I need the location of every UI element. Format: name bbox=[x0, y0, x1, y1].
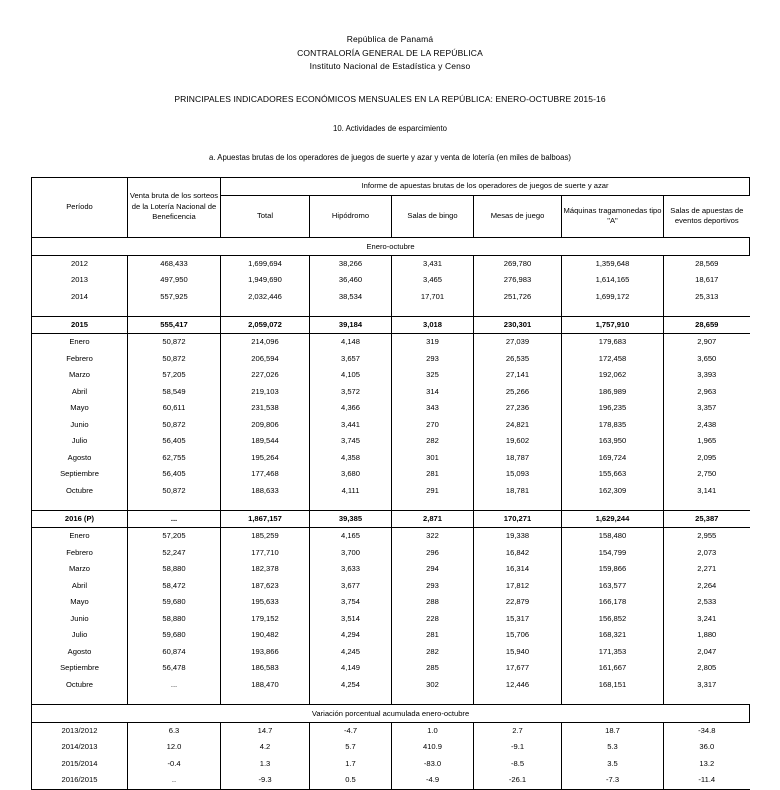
cell-periodo: 2014/2013 bbox=[32, 739, 128, 756]
table-row bbox=[32, 417, 750, 434]
table-row bbox=[32, 594, 750, 611]
cell-venta: 60,611 bbox=[128, 400, 221, 417]
cell-maquinas: 155,663 bbox=[562, 466, 664, 483]
cell-mesas: 17,812 bbox=[474, 578, 562, 595]
cell-maquinas: 169,724 bbox=[562, 450, 664, 467]
cell-hipodromo: 3,745 bbox=[310, 433, 392, 450]
cell-total: 182,378 bbox=[221, 561, 310, 578]
cell-maquinas: 178,835 bbox=[562, 417, 664, 434]
cell-bingo: 322 bbox=[392, 528, 474, 545]
cell-periodo: Agosto bbox=[32, 450, 128, 467]
table-row bbox=[32, 644, 750, 661]
cell-periodo: Septiembre bbox=[32, 660, 128, 677]
cell-maquinas: 168,151 bbox=[562, 677, 664, 694]
cell-maquinas: 156,852 bbox=[562, 611, 664, 628]
cell-total: 2,032,446 bbox=[221, 289, 310, 306]
cell-total: 1.3 bbox=[221, 756, 310, 773]
cell-mesas: -26.1 bbox=[474, 772, 562, 789]
cell-periodo: Junio bbox=[32, 611, 128, 628]
cell-hipodromo: 3,572 bbox=[310, 384, 392, 401]
cell-salas: 18,617 bbox=[695, 275, 719, 284]
cell-salas: 2,533 bbox=[697, 597, 717, 606]
cell-venta: 555,417 bbox=[128, 316, 221, 334]
cell-hipodromo: 0.5 bbox=[310, 772, 392, 789]
cell-mesas: 18,781 bbox=[474, 483, 562, 500]
cell-venta: 59,680 bbox=[128, 594, 221, 611]
cell-maquinas: -7.3 bbox=[562, 772, 664, 789]
cell-venta: 6.3 bbox=[128, 722, 221, 739]
cell-salas: 2,955 bbox=[697, 531, 717, 540]
cell-periodo: Octubre bbox=[32, 483, 128, 500]
cell-periodo: Mayo bbox=[32, 594, 128, 611]
cell-venta: 557,925 bbox=[128, 289, 221, 306]
cell-salas: 2,907 bbox=[697, 337, 717, 346]
cell-maquinas: 154,799 bbox=[562, 545, 664, 562]
cell-salas: 28,569 bbox=[695, 258, 719, 268]
cell-maquinas: 162,309 bbox=[562, 483, 664, 500]
cell-hipodromo: 4,245 bbox=[310, 644, 392, 661]
cell-hipodromo: 3,700 bbox=[310, 545, 392, 562]
cell-maquinas: 18.7 bbox=[562, 722, 664, 739]
column-header-mesas-juego: Mesas de juego bbox=[474, 195, 562, 237]
cell-total: 177,710 bbox=[221, 545, 310, 562]
cell-mesas: 15,706 bbox=[474, 627, 562, 644]
cell-maquinas: 3.5 bbox=[562, 756, 664, 773]
cell-bingo: 270 bbox=[392, 417, 474, 434]
subtotal-row-2016 bbox=[32, 510, 750, 528]
cell-periodo: Junio bbox=[32, 417, 128, 434]
cell-venta: 50,872 bbox=[128, 351, 221, 368]
cell-hipodromo: 4,294 bbox=[310, 627, 392, 644]
cell-mesas: 26,535 bbox=[474, 351, 562, 368]
cell-venta: 56,405 bbox=[128, 433, 221, 450]
cell-venta: ... bbox=[128, 510, 221, 528]
cell-maquinas: 159,866 bbox=[562, 561, 664, 578]
table-row bbox=[32, 660, 750, 677]
column-header-venta-bruta: Venta bruta de los sorteos de la Lotería Nacional de Beneficencia bbox=[128, 177, 221, 237]
cell-total: 1,867,157 bbox=[221, 510, 310, 528]
cell-venta: 57,205 bbox=[128, 528, 221, 545]
cell-venta: 50,872 bbox=[128, 483, 221, 500]
cell-bingo: 288 bbox=[392, 594, 474, 611]
column-header-total: Total bbox=[221, 195, 310, 237]
cell-venta: 58,472 bbox=[128, 578, 221, 595]
spacer-row bbox=[32, 693, 750, 704]
spacer-row bbox=[32, 305, 750, 316]
cell-periodo: 2016/2015 bbox=[32, 772, 128, 789]
cell-hipodromo: 38,534 bbox=[310, 289, 392, 306]
cell-total: 209,806 bbox=[221, 417, 310, 434]
cell-mesas: 27,039 bbox=[474, 334, 562, 351]
table-header bbox=[32, 177, 750, 237]
cell-hipodromo: 36,460 bbox=[310, 272, 392, 289]
cell-periodo: Marzo bbox=[32, 367, 128, 384]
cell-periodo: Febrero bbox=[32, 545, 128, 562]
cell-total: 179,152 bbox=[221, 611, 310, 628]
cell-maquinas: 1,629,244 bbox=[562, 510, 664, 528]
cell-mesas: 24,821 bbox=[474, 417, 562, 434]
table-row bbox=[32, 450, 750, 467]
cell-periodo: 2016 (P) bbox=[32, 510, 128, 528]
statistics-table-container bbox=[31, 177, 749, 790]
cell-total: 187,623 bbox=[221, 578, 310, 595]
cell-salas: -11.4 bbox=[698, 775, 716, 784]
table-row bbox=[32, 611, 750, 628]
cell-total: 186,583 bbox=[221, 660, 310, 677]
cell-venta: 58,880 bbox=[128, 561, 221, 578]
subtotal-row-2015 bbox=[32, 316, 750, 334]
cell-total: 231,538 bbox=[221, 400, 310, 417]
cell-hipodromo: 39,385 bbox=[310, 510, 392, 528]
cell-bingo: -4.9 bbox=[392, 772, 474, 789]
cell-venta: 497,950 bbox=[128, 272, 221, 289]
cell-mesas: 17,677 bbox=[474, 660, 562, 677]
cell-venta: 58,880 bbox=[128, 611, 221, 628]
cell-mesas: 25,266 bbox=[474, 384, 562, 401]
cell-mesas: 230,301 bbox=[474, 316, 562, 334]
cell-bingo: 17,701 bbox=[392, 289, 474, 306]
cell-total: 185,259 bbox=[221, 528, 310, 545]
cell-mesas: 19,338 bbox=[474, 528, 562, 545]
cell-venta: 57,205 bbox=[128, 367, 221, 384]
cell-total: 195,264 bbox=[221, 450, 310, 467]
cell-hipodromo: 3,754 bbox=[310, 594, 392, 611]
cell-salas: 2,264 bbox=[697, 580, 717, 590]
cell-venta: 50,872 bbox=[128, 334, 221, 351]
cell-periodo: Abril bbox=[32, 578, 128, 595]
cell-salas: 2,047 bbox=[697, 646, 717, 656]
cell-total: 2,059,072 bbox=[221, 316, 310, 334]
cell-total: 195,633 bbox=[221, 594, 310, 611]
cell-salas: 1,965 bbox=[697, 436, 717, 445]
cell-salas: 3,357 bbox=[697, 403, 717, 412]
cell-hipodromo: 4,254 bbox=[310, 677, 392, 694]
cell-venta: 56,405 bbox=[128, 466, 221, 483]
cell-bingo: 291 bbox=[392, 483, 474, 500]
table-row bbox=[32, 677, 750, 694]
cell-hipodromo: 4,165 bbox=[310, 528, 392, 545]
cell-salas: 2,805 bbox=[697, 663, 717, 672]
cell-mesas: -8.5 bbox=[474, 756, 562, 773]
cell-bingo: 314 bbox=[392, 384, 474, 401]
cell-salas: 25,313 bbox=[695, 291, 719, 301]
cell-bingo: 281 bbox=[392, 466, 474, 483]
table-row bbox=[32, 289, 750, 306]
cell-hipodromo: 3,633 bbox=[310, 561, 392, 578]
table-row bbox=[32, 466, 750, 483]
cell-bingo: 410.9 bbox=[392, 739, 474, 756]
cell-salas: 36.0 bbox=[699, 742, 715, 751]
cell-mesas: 19,602 bbox=[474, 433, 562, 450]
cell-hipodromo: -4.7 bbox=[310, 722, 392, 739]
cell-venta: 60,874 bbox=[128, 644, 221, 661]
cell-periodo: 2015/2014 bbox=[32, 756, 128, 773]
cell-total: 1,699,694 bbox=[221, 255, 310, 272]
cell-bingo: 228 bbox=[392, 611, 474, 628]
document-title: PRINCIPALES INDICADORES ECONÓMICOS MENSUALES EN LA REPÚBLICA: ENERO-OCTUBRE 2015-16 bbox=[174, 93, 606, 104]
cell-venta: 12.0 bbox=[128, 739, 221, 756]
cell-mesas: 15,093 bbox=[474, 466, 562, 483]
table-row bbox=[32, 772, 750, 789]
masthead-organization: CONTRALORÍA GENERAL DE LA REPÚBLICA bbox=[297, 47, 483, 58]
header-row-group bbox=[32, 177, 750, 195]
table-row bbox=[32, 561, 750, 578]
statistics-table bbox=[31, 177, 750, 790]
cell-bingo: 293 bbox=[392, 351, 474, 368]
cell-bingo: 2,871 bbox=[392, 510, 474, 528]
cell-maquinas: 168,321 bbox=[562, 627, 664, 644]
column-header-salas-bingo: Salas de bingo bbox=[392, 195, 474, 237]
cell-salas: 2,095 bbox=[697, 452, 717, 462]
table-row bbox=[32, 483, 750, 500]
cell-salas: -34.8 bbox=[698, 725, 716, 735]
cell-total: 4.2 bbox=[221, 739, 310, 756]
cell-bingo: 281 bbox=[392, 627, 474, 644]
cell-salas: 3,317 bbox=[697, 679, 717, 689]
cell-venta: 52,247 bbox=[128, 545, 221, 562]
table-row bbox=[32, 739, 750, 756]
cell-maquinas: 161,667 bbox=[562, 660, 664, 677]
cell-bingo: 296 bbox=[392, 545, 474, 562]
cell-maquinas: 5.3 bbox=[562, 739, 664, 756]
cell-periodo: Mayo bbox=[32, 400, 128, 417]
cell-total: 188,470 bbox=[221, 677, 310, 694]
cell-bingo: 285 bbox=[392, 660, 474, 677]
table-row bbox=[32, 351, 750, 368]
cell-salas: 2,271 bbox=[697, 564, 717, 573]
cell-maquinas: 163,950 bbox=[562, 433, 664, 450]
cell-periodo: Julio bbox=[32, 627, 128, 644]
cell-total: 214,096 bbox=[221, 334, 310, 351]
cell-total: 1,949,690 bbox=[221, 272, 310, 289]
cell-mesas: 27,236 bbox=[474, 400, 562, 417]
cell-periodo: Abril bbox=[32, 384, 128, 401]
cell-total: 177,468 bbox=[221, 466, 310, 483]
section-title: 10. Actividades de esparcimiento bbox=[333, 123, 447, 133]
cell-mesas: 2.7 bbox=[474, 722, 562, 739]
cell-salas: 2,438 bbox=[697, 419, 717, 429]
cell-bingo: 282 bbox=[392, 433, 474, 450]
cell-maquinas: 163,577 bbox=[562, 578, 664, 595]
spacer-row bbox=[32, 499, 750, 510]
cell-periodo: Agosto bbox=[32, 644, 128, 661]
cell-mesas: 170,271 bbox=[474, 510, 562, 528]
cell-salas: 13.2 bbox=[699, 758, 715, 768]
cell-venta: 50,872 bbox=[128, 417, 221, 434]
cell-total: 188,633 bbox=[221, 483, 310, 500]
band-row-variacion bbox=[32, 704, 750, 722]
cell-mesas: 22,879 bbox=[474, 594, 562, 611]
cell-venta: 58,549 bbox=[128, 384, 221, 401]
table-body bbox=[32, 237, 750, 789]
column-header-group-informe: Informe de apuestas brutas de los operadores de juegos de suerte y azar bbox=[221, 177, 750, 195]
cell-total: 206,594 bbox=[221, 351, 310, 368]
cell-periodo: 2014 bbox=[32, 289, 128, 306]
cell-hipodromo: 38,266 bbox=[310, 255, 392, 272]
cell-periodo: Febrero bbox=[32, 351, 128, 368]
cell-mesas: 15,317 bbox=[474, 611, 562, 628]
cell-venta: .. bbox=[128, 772, 221, 789]
cell-salas: 3,393 bbox=[697, 370, 717, 379]
cell-hipodromo: 5.7 bbox=[310, 739, 392, 756]
cell-maquinas: 179,683 bbox=[562, 334, 664, 351]
cell-maquinas: 172,458 bbox=[562, 351, 664, 368]
cell-hipodromo: 3,680 bbox=[310, 466, 392, 483]
cell-periodo: 2012 bbox=[32, 255, 128, 272]
cell-mesas: 18,787 bbox=[474, 450, 562, 467]
cell-maquinas: 1,757,910 bbox=[562, 316, 664, 334]
cell-bingo: 302 bbox=[392, 677, 474, 694]
cell-hipodromo: 4,358 bbox=[310, 450, 392, 467]
cell-bingo: 293 bbox=[392, 578, 474, 595]
cell-maquinas: 192,062 bbox=[562, 367, 664, 384]
cell-salas: 28,659 bbox=[664, 316, 750, 334]
table-row bbox=[32, 578, 750, 595]
cell-periodo: Enero bbox=[32, 334, 128, 351]
cell-mesas: 251,726 bbox=[474, 289, 562, 306]
cell-salas: 2,963 bbox=[697, 386, 717, 396]
cell-mesas: -9.1 bbox=[474, 739, 562, 756]
cell-salas: 3,241 bbox=[697, 613, 717, 623]
cell-mesas: 27,141 bbox=[474, 367, 562, 384]
table-row bbox=[32, 334, 750, 351]
cell-bingo: 3,465 bbox=[392, 272, 474, 289]
cell-bingo: 343 bbox=[392, 400, 474, 417]
band-row-enero-octubre bbox=[32, 237, 750, 255]
cell-bingo: 301 bbox=[392, 450, 474, 467]
cell-total: 190,482 bbox=[221, 627, 310, 644]
cell-maquinas: 171,353 bbox=[562, 644, 664, 661]
cell-total: 219,103 bbox=[221, 384, 310, 401]
cell-hipodromo: 4,148 bbox=[310, 334, 392, 351]
cell-periodo: Octubre bbox=[32, 677, 128, 694]
table-row bbox=[32, 367, 750, 384]
cell-salas: 25,387 bbox=[664, 510, 750, 528]
table-row bbox=[32, 722, 750, 739]
cell-maquinas: 1,359,648 bbox=[562, 255, 664, 272]
cell-hipodromo: 3,441 bbox=[310, 417, 392, 434]
cell-periodo: Septiembre bbox=[32, 466, 128, 483]
cell-mesas: 12,446 bbox=[474, 677, 562, 694]
cell-salas: 3,141 bbox=[697, 485, 717, 495]
cell-maquinas: 186,989 bbox=[562, 384, 664, 401]
cell-total: 193,866 bbox=[221, 644, 310, 661]
cell-periodo: Julio bbox=[32, 433, 128, 450]
cell-mesas: 15,940 bbox=[474, 644, 562, 661]
cell-venta: 56,478 bbox=[128, 660, 221, 677]
cell-maquinas: 196,235 bbox=[562, 400, 664, 417]
cell-bingo: 3,018 bbox=[392, 316, 474, 334]
cell-maquinas: 158,480 bbox=[562, 528, 664, 545]
cell-hipodromo: 4,105 bbox=[310, 367, 392, 384]
cell-bingo: 325 bbox=[392, 367, 474, 384]
band-label-variacion: Variación porcentual acumulada enero-octubre bbox=[32, 704, 750, 722]
cell-maquinas: 1,699,172 bbox=[562, 289, 664, 306]
table-row bbox=[32, 384, 750, 401]
cell-mesas: 16,842 bbox=[474, 545, 562, 562]
cell-periodo: Marzo bbox=[32, 561, 128, 578]
cell-hipodromo: 4,366 bbox=[310, 400, 392, 417]
cell-bingo: 282 bbox=[392, 644, 474, 661]
column-header-hipodromo: Hipódromo bbox=[310, 195, 392, 237]
table-row bbox=[32, 433, 750, 450]
cell-hipodromo: 3,657 bbox=[310, 351, 392, 368]
masthead-institute: Instituto Nacional de Estadística y Censo bbox=[309, 61, 471, 71]
cell-bingo: 1.0 bbox=[392, 722, 474, 739]
table-row bbox=[32, 272, 750, 289]
table-row bbox=[32, 756, 750, 773]
column-header-maquinas: Máquinas tragamonedas tipo "A" bbox=[562, 195, 664, 237]
cell-maquinas: 166,178 bbox=[562, 594, 664, 611]
cell-hipodromo: 39,184 bbox=[310, 316, 392, 334]
cell-mesas: 276,983 bbox=[474, 272, 562, 289]
cell-salas: 1,880 bbox=[697, 630, 717, 639]
table-row bbox=[32, 528, 750, 545]
cell-venta: 62,755 bbox=[128, 450, 221, 467]
masthead-country: República de Panamá bbox=[346, 34, 434, 44]
subsection-title: a. Apuestas brutas de los operadores de juegos de suerte y azar y venta de lotería (en miles de balboas) bbox=[209, 152, 571, 162]
cell-venta: ... bbox=[128, 677, 221, 694]
cell-bingo: 3,431 bbox=[392, 255, 474, 272]
table-row bbox=[32, 627, 750, 644]
cell-total: -9.3 bbox=[221, 772, 310, 789]
cell-total: 14.7 bbox=[221, 722, 310, 739]
table-row bbox=[32, 400, 750, 417]
cell-periodo: 2013 bbox=[32, 272, 128, 289]
cell-mesas: 269,780 bbox=[474, 255, 562, 272]
cell-salas: 2,750 bbox=[697, 469, 717, 478]
cell-periodo: 2013/2012 bbox=[32, 722, 128, 739]
cell-total: 227,026 bbox=[221, 367, 310, 384]
column-header-periodo: Período bbox=[32, 177, 128, 237]
cell-periodo: 2015 bbox=[32, 316, 128, 334]
cell-venta: 59,680 bbox=[128, 627, 221, 644]
cell-hipodromo: 1.7 bbox=[310, 756, 392, 773]
cell-total: 189,544 bbox=[221, 433, 310, 450]
cell-venta: 468,433 bbox=[128, 255, 221, 272]
column-header-salas-apuestas: Salas de apuestas de eventos deportivos bbox=[664, 195, 750, 237]
cell-bingo: 294 bbox=[392, 561, 474, 578]
cell-venta: -0.4 bbox=[128, 756, 221, 773]
cell-salas: 2,073 bbox=[697, 547, 717, 557]
band-label-enero-octubre: Enero-octubre bbox=[32, 237, 750, 255]
cell-bingo: -83.0 bbox=[392, 756, 474, 773]
table-row bbox=[32, 255, 750, 272]
cell-maquinas: 1,614,165 bbox=[562, 272, 664, 289]
cell-hipodromo: 4,149 bbox=[310, 660, 392, 677]
cell-periodo: Enero bbox=[32, 528, 128, 545]
cell-hipodromo: 3,514 bbox=[310, 611, 392, 628]
cell-bingo: 319 bbox=[392, 334, 474, 351]
cell-hipodromo: 3,677 bbox=[310, 578, 392, 595]
table-row bbox=[32, 545, 750, 562]
masthead bbox=[0, 0, 780, 74]
cell-hipodromo: 4,111 bbox=[310, 483, 392, 500]
cell-salas: 3,650 bbox=[697, 353, 717, 363]
cell-mesas: 16,314 bbox=[474, 561, 562, 578]
